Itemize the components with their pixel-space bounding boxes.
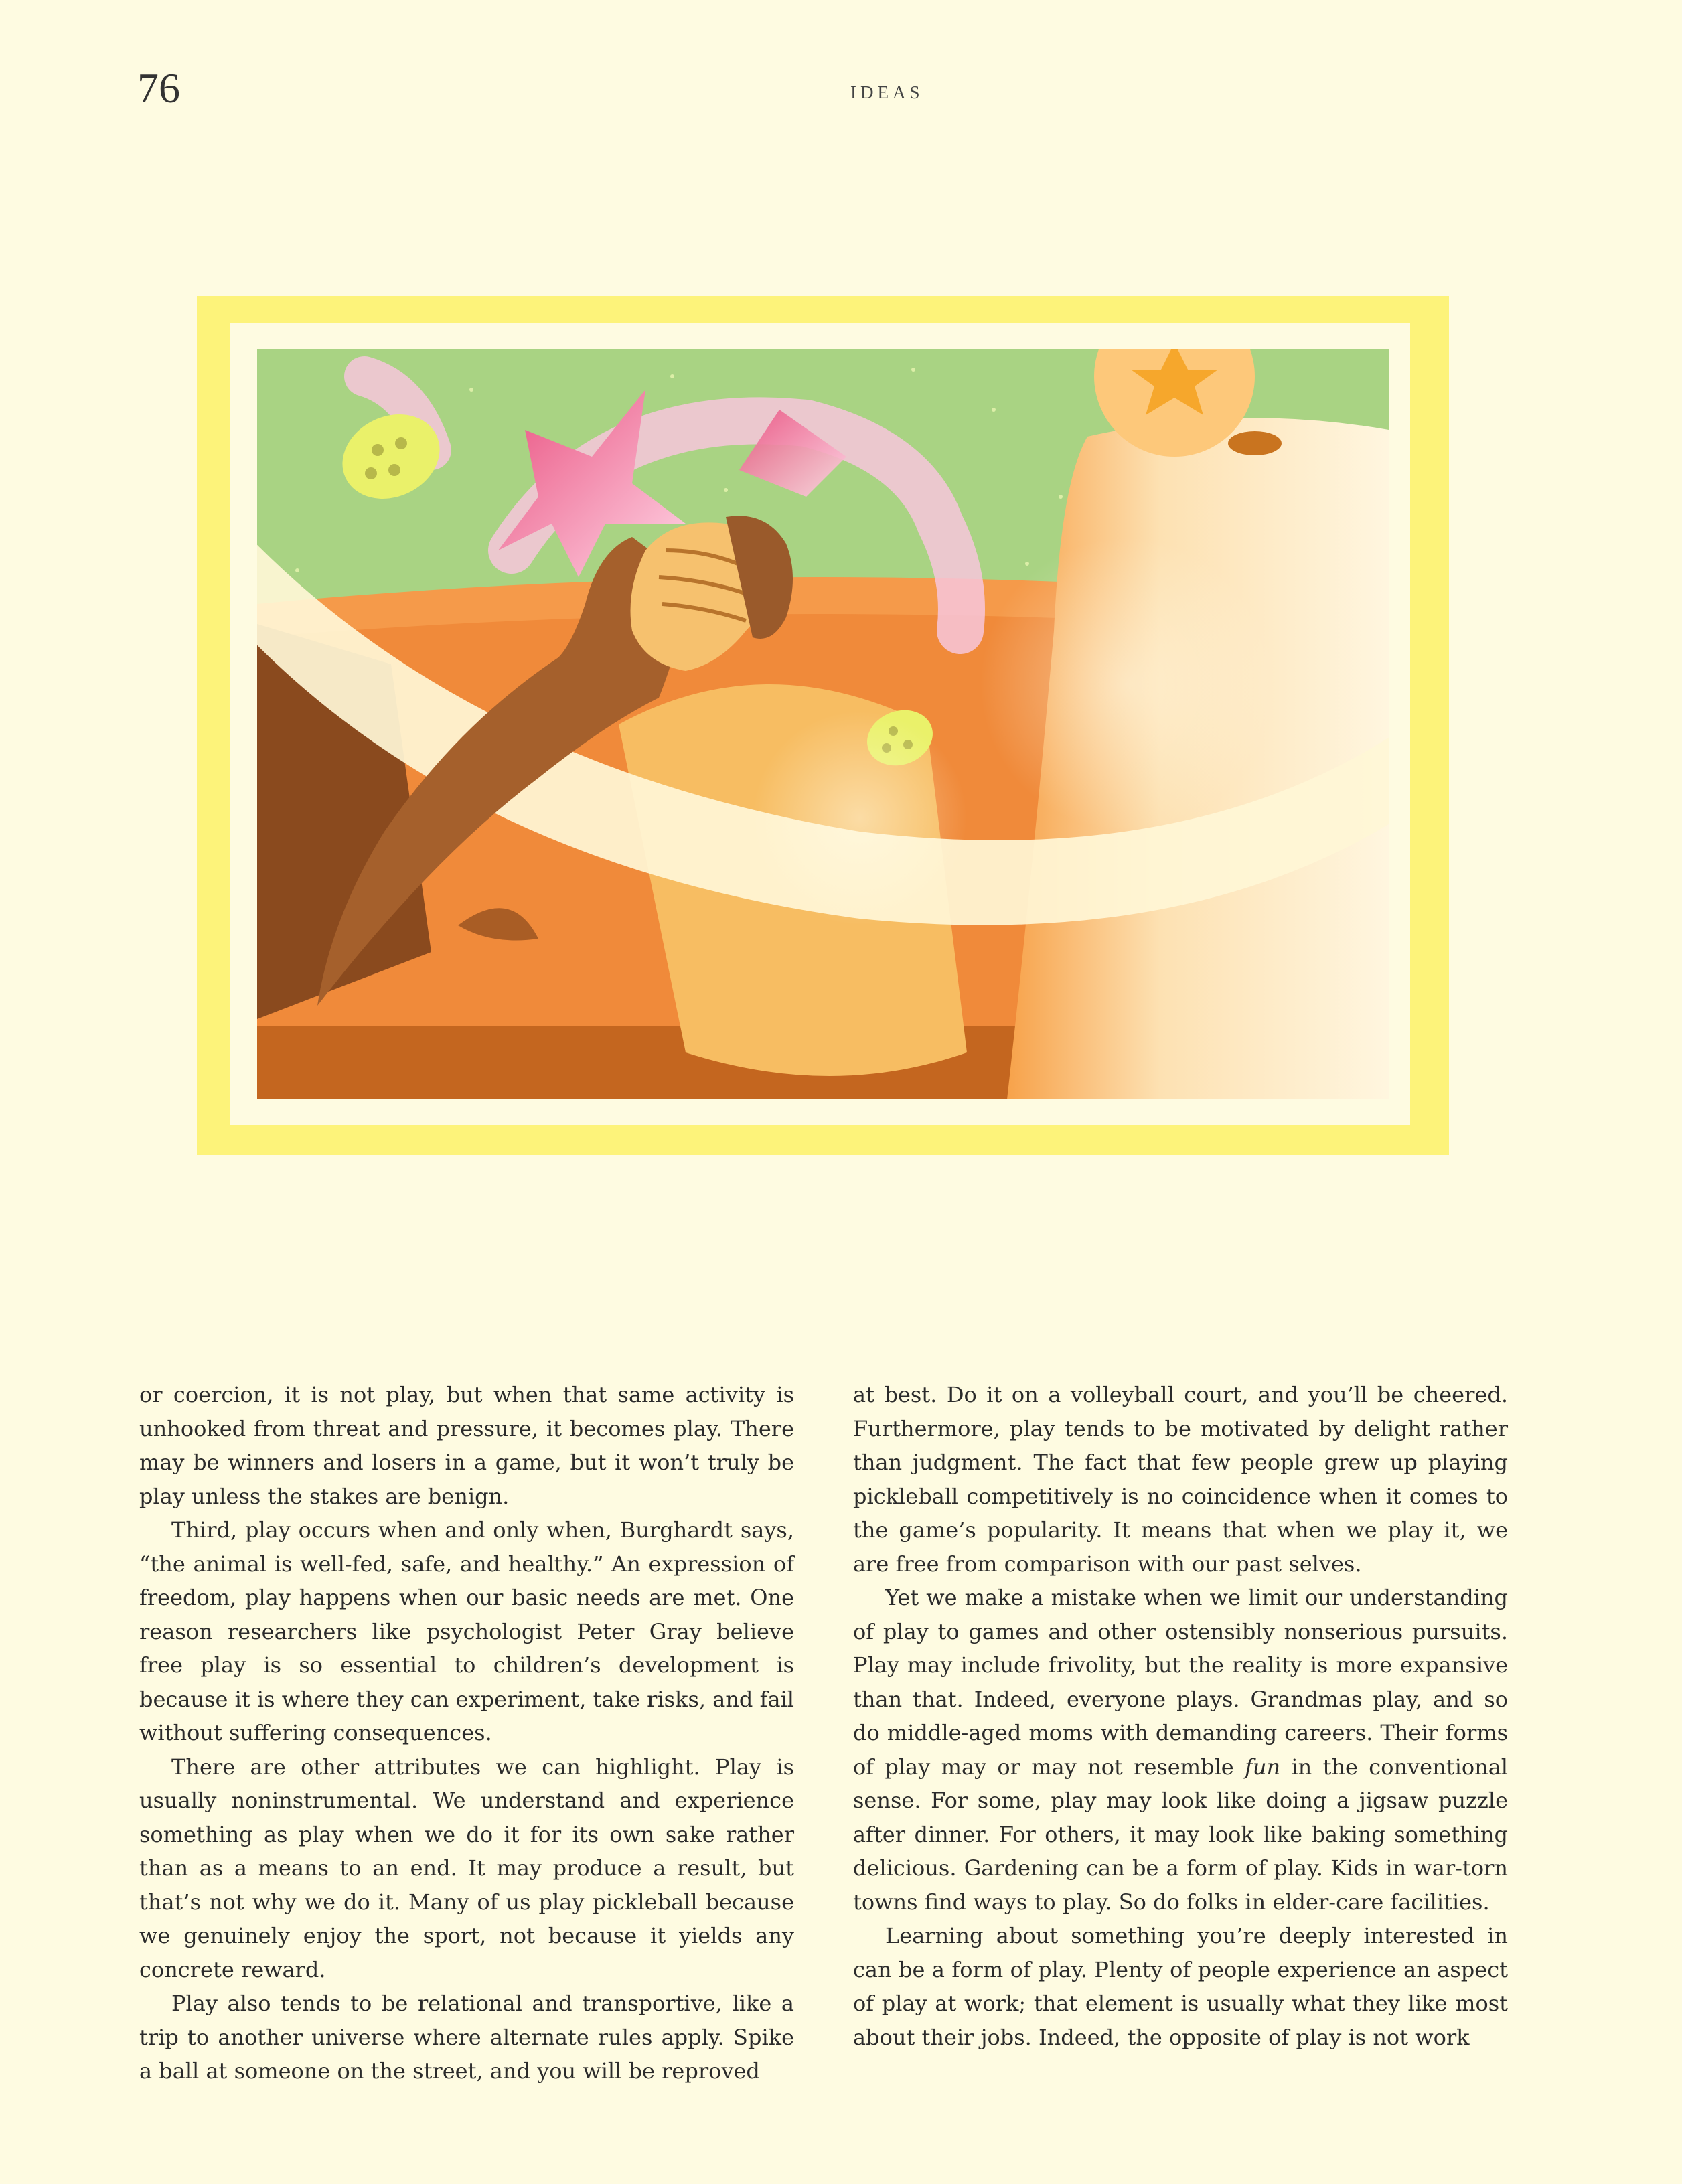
paragraph-text: Yet we make a mistake when we limit our understanding of play to games and other ostensibly nonserious pursuits. Play may include frivolity, but the reality is more expansive than that. Indeed, everyone plays. Grandmas play, and so do middle-aged moms with demanding careers. Their forms of play may or may not resemble: [853, 1585, 1508, 1780]
paragraph: Learning about something you’re deeply interested in can be a form of play. Plenty of people experience an aspect of play at work; that element is usually what they like most about their jobs. Indeed, the opposite of play is not work: [853, 1923, 1508, 2050]
paragraph: Third, play occurs when and only when, Burghardt says, “the animal is well-fed, safe, and healthy.” An expression of freedom, play happens when our basic needs are met. One reason researchers like psychologist Peter Gray believe free play is so essential to children’s development is because it is where they can experiment, take risks, and fail without suffering consequences.: [139, 1517, 794, 1745]
right-column: [853, 1378, 1508, 2054]
paragraph: or coercion, it is not play, but when that same activity is unhooked from threat and pressure, it becomes play. There may be winners and losers in a game, but it won’t truly be play unless the stakes are benign.: [139, 1382, 794, 1509]
paragraph: Play also tends to be relational and transportive, like a trip to another universe where alternate rules apply. Spike a ball at someone on the street, and you will be reproved: [139, 1991, 794, 2084]
paragraph-text: in the conventional sense. For some, play may look like doing a jigsaw puzzle after dinner. For others, it may look like baking something delicious. Gardening can be a form of play. Kids in war-torn towns find ways to play. So do folks in elder-care facilities.: [853, 1753, 1509, 1915]
paragraph: [853, 1581, 1508, 1919]
emphasis: fun: [1245, 1753, 1281, 1780]
section-label: IDEAS: [850, 82, 924, 102]
arm-wrestling-illustration: [257, 349, 1389, 1099]
paragraph: There are other attributes we can highlight. Play is usually noninstrumental. We understand and experience something as play when we do it for its own sake rather than as a means to an end. It may produce a result, but that’s not why we do it. Many of us play pickleball because we genuinely enjoy the sport, not because it yields any concrete reward.: [139, 1753, 794, 1982]
left-column: [139, 1378, 794, 2088]
paragraph: at best. Do it on a volleyball court, and you’ll be cheered. Furthermore, play tends to be motivated by delight rather than judgment. The fact that few people grew up playing pickleball competitively is no coincidence when it comes to the game’s popularity. It means that when we play it, we are free from comparison with our past selves.: [853, 1382, 1508, 1577]
page-number: 76: [137, 64, 180, 112]
